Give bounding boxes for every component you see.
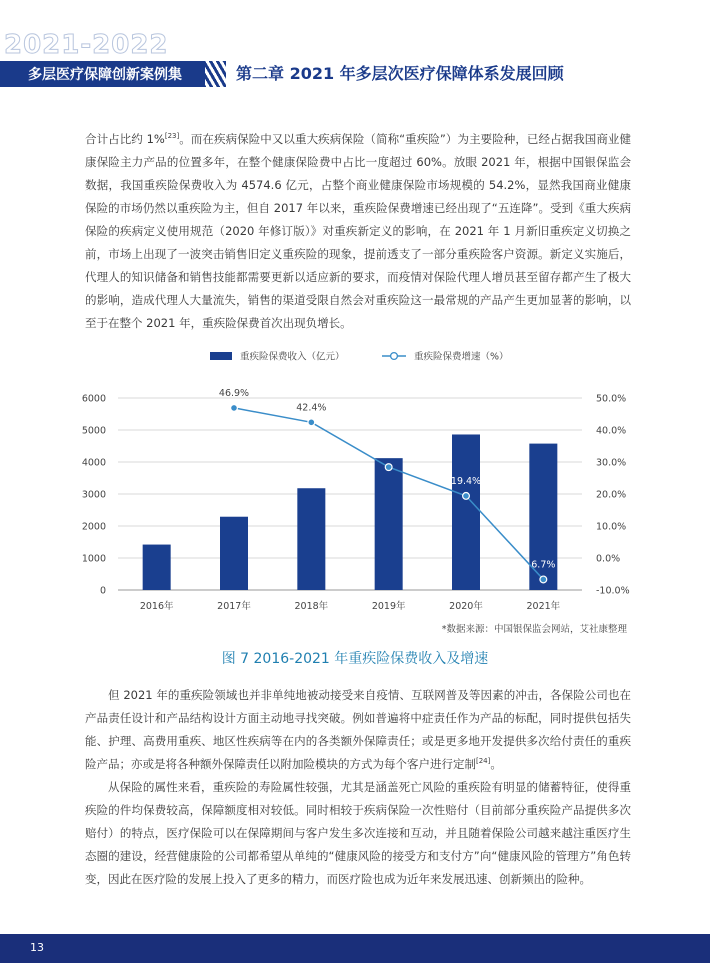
growth-data-label: 46.9% xyxy=(218,387,250,399)
left-axis-tick-label: 6000 xyxy=(81,393,106,405)
right-axis-tick-label: 40.0% xyxy=(596,425,627,437)
left-axis-tick-label: 1000 xyxy=(81,553,106,565)
paragraph-3 xyxy=(85,776,631,891)
legend-line-label: 重疾险保费增速（%） xyxy=(414,351,509,363)
left-axis-tick-label: 5000 xyxy=(81,425,106,437)
growth-point xyxy=(231,405,238,412)
paragraph-2-body: 但 2021 年的重疾险领域也并非单纯地被动接受来自疫情、互联网普及等因素的冲击，各保险公司也在产品责任设计和产品结构设计方面主动地寻找突破。例如普遍将中症责任作为产品的标配，同时提供包括失能、护理、高费用重疾、地区性疾病等在内的各类额外保障责任；或是更多地开发提供多次给付责任的重疾险产品；亦或是将各种额外保障责任以附加险模块的方式为每个客户进行定制 xyxy=(85,688,631,771)
legend-bar-label: 重疾险保费收入（亿元） xyxy=(240,351,345,363)
right-axis-tick-label: 0.0% xyxy=(596,553,621,565)
paragraph-1-body: 。而在疾病保险中又以重大疾病保险（简称“重疾险”）为主要险种，已经占据我国商业健康保险主力产品的位置多年，在整个健康保险费中占比一度超过 60%。放眼 2021 年，根据中国银保监会数据，我国重疾险保费收入为 4574.6 亿元，占整个商业健康保险市场规模的 54.2%，显然我国商业健康保险的市场仍然以重疾险为主，但自 2017 年以来，重疾险保费增速已经出现了“五连降”。受到《重大疾病保险的疾病定义使用规范（2020 年修订版）》对重疾新定义的影响，在 2021 年 1 月新旧重疾定义切换之前，市场上出现了一波突击销售旧定义重疾险的现象，提前透支了一部分重疾险客户资源。新定义实施后，代理人的知识储备和销售技能都需要更新以适应新的要求，而疫情对保险代理人增员甚至留存都产生了极大的影响，造成代理人大量流失，销售的渠道受限自然会对重疾险这一最常规的产品产生更加显著的影响，以至于在整个 2021 年，重疾险保费首次出现负增长。 xyxy=(85,132,631,330)
bar xyxy=(297,488,325,590)
growth-point xyxy=(308,419,315,426)
source-note: *数据来源：中国银保监会网站，艾社康整理 xyxy=(441,624,627,635)
footer-band xyxy=(0,934,710,963)
growth-data-label: 19.4% xyxy=(450,475,482,487)
right-axis-tick-label: 10.0% xyxy=(596,521,627,533)
citation-24: [24] xyxy=(476,757,491,766)
x-axis-tick-label: 2018年 xyxy=(294,601,329,610)
growth-point xyxy=(385,464,392,471)
legend-bar-swatch xyxy=(210,352,232,360)
growth-data-label: 6.7% xyxy=(531,559,556,571)
right-axis-tick-label: 30.0% xyxy=(596,457,627,469)
x-axis-tick-label: 2017年 xyxy=(217,601,251,610)
growth-point xyxy=(463,493,470,500)
chapter-title: 第二章 2021 年多层次医疗保障体系发展回顾 xyxy=(236,64,564,83)
page-number: 13 xyxy=(30,941,44,954)
paragraph-1-start: 合计占比约 1% xyxy=(85,132,165,146)
figure-caption: 图 7 2016-2021 年重疾险保费收入及增速 xyxy=(221,651,489,667)
header-stripes xyxy=(196,61,226,87)
bar xyxy=(375,458,403,590)
bar xyxy=(220,517,248,590)
growth-data-label: 42.4% xyxy=(296,402,327,414)
series-tag: 多层医疗保障创新案例集 xyxy=(28,67,182,83)
x-axis-tick-label: 2020年 xyxy=(449,601,483,610)
right-axis-tick-label: 20.0% xyxy=(596,489,627,501)
legend-line-marker xyxy=(391,353,398,360)
paragraph-1 xyxy=(85,128,631,335)
year-watermark: 2021-2022 xyxy=(4,30,169,60)
x-axis-tick-label: 2021年 xyxy=(526,601,561,610)
right-axis-tick-label: -10.0% xyxy=(596,585,630,597)
left-axis-tick-label: 0 xyxy=(99,585,106,597)
left-axis-tick-label: 2000 xyxy=(81,521,106,533)
bar xyxy=(452,434,480,590)
paragraph-2 xyxy=(85,684,631,776)
right-axis-tick-label: 50.0% xyxy=(596,393,627,405)
chart xyxy=(0,340,710,610)
bar xyxy=(143,545,171,590)
paragraph-3-body: 从保险的属性来看，重疾险的寿险属性较强，尤其是涵盖死亡风险的重疾险有明显的储蓄特征，使得重疾险的件均保费较高，保障额度相对较低。同时相较于疾病保险一次性赔付（目前部分重疾险产品提供多次赔付）的特点，医疗保险可以在保障期间与客户发生多次连接和互动，并且随着保险公司越来越注重医疗生态圈的建设，经营健康险的公司都希望从单纯的“健康风险的接受方和支付方”向“健康风险的管理方”角色转变，因此在医疗险的发展上投入了更多的精力，而医疗险也成为近年来发展迅速、创新频出的险种。 xyxy=(85,780,631,886)
left-axis-tick-label: 3000 xyxy=(81,489,106,501)
citation-23: [23] xyxy=(164,132,180,141)
growth-data-label: 28.4% xyxy=(373,447,404,459)
paragraph-2-end: 。 xyxy=(490,757,502,771)
growth-point xyxy=(540,576,547,583)
x-axis-tick-label: 2016年 xyxy=(139,601,174,610)
left-axis-tick-label: 4000 xyxy=(81,457,106,469)
x-axis-tick-label: 2019年 xyxy=(371,601,406,610)
